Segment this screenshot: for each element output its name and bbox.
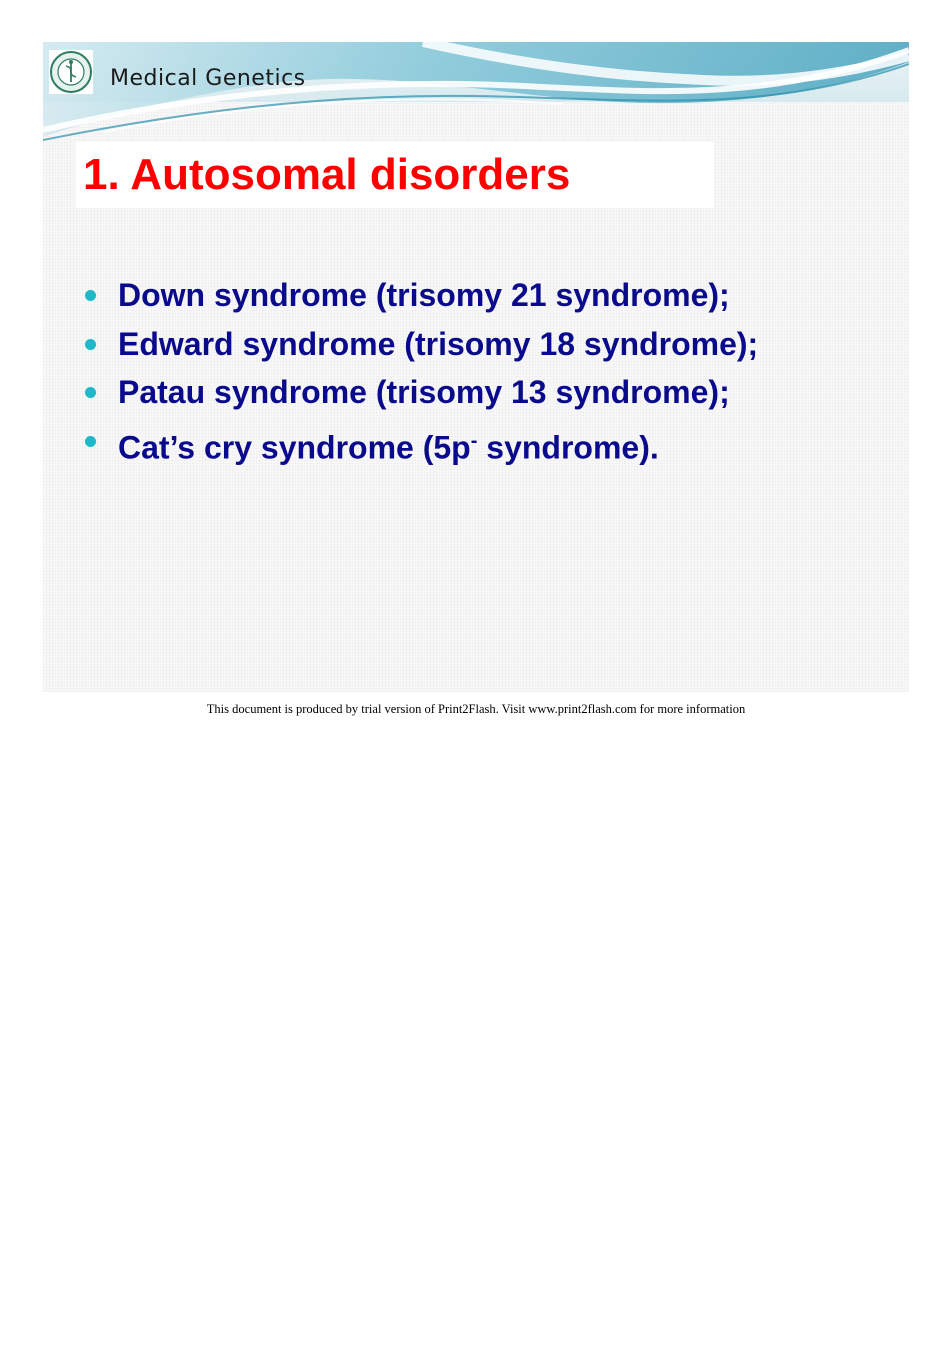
bullet-text: Patau syndrome (trisomy 13 syndrome); xyxy=(118,374,730,410)
university-seal-icon xyxy=(49,50,93,94)
bullet-text-suffix: syndrome). xyxy=(477,429,659,466)
bullet-list xyxy=(83,274,758,468)
bullet-text: Down syndrome (trisomy 21 syndrome); xyxy=(118,277,730,313)
slide-page xyxy=(43,42,909,692)
bullet-dot-icon xyxy=(85,436,96,447)
bullet-dot-icon xyxy=(85,290,96,301)
bullet-text: Edward syndrome (trisomy 18 syndrome); xyxy=(118,325,759,362)
trial-watermark-note: This document is produced by trial version of Print2Flash. Visit www.print2flash.com for more information xyxy=(206,702,746,716)
slide-title-box xyxy=(76,142,714,208)
bullet-text-prefix: Cat’s cry syndrome (5p xyxy=(118,429,471,466)
header-title: Medical Genetics xyxy=(110,66,306,91)
header-wave-decoration xyxy=(43,42,909,152)
list-item xyxy=(83,371,758,420)
slide-title: 1. Autosomal disorders xyxy=(83,150,571,199)
superscript-minus: - xyxy=(470,429,478,452)
list-item xyxy=(83,323,758,372)
bullet-dot-icon xyxy=(85,387,96,398)
list-item xyxy=(83,274,758,323)
list-item xyxy=(83,420,758,469)
bullet-dot-icon xyxy=(85,339,96,350)
